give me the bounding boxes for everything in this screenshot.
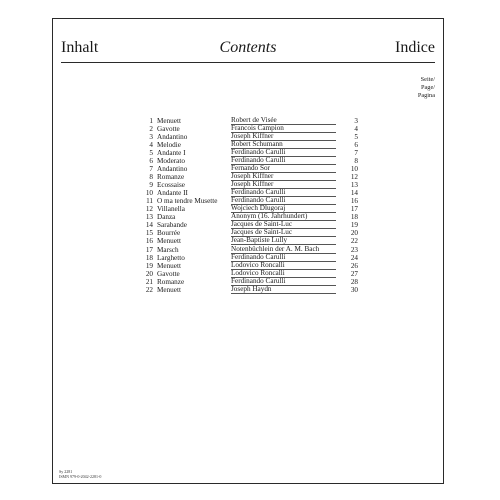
toc-composer: Anonym (16. Jahrhundert) — [231, 213, 336, 221]
toc-number: 8 — [149, 173, 153, 182]
toc-row — [143, 286, 358, 294]
toc-title: Moderato — [157, 157, 185, 166]
toc-composer: Jacques de Saint-Luc — [231, 229, 336, 237]
toc-title: Danza — [157, 213, 176, 222]
toc-number: 14 — [145, 221, 153, 230]
toc-page: 8 — [354, 157, 358, 166]
header-italian: Indice — [395, 39, 435, 56]
toc-composer: Ferdinando Carulli — [231, 278, 336, 286]
toc-title: Menuett — [157, 261, 181, 270]
toc-page: 19 — [350, 221, 358, 230]
toc-composer: Wojciech Dlugoraj — [231, 205, 336, 213]
toc-page: 28 — [350, 277, 358, 286]
toc-number: 21 — [145, 277, 153, 286]
toc-composer: Ferdinando Carulli — [231, 157, 336, 165]
toc-number: 18 — [145, 253, 153, 262]
toc-composer: Fernando Sor — [231, 165, 336, 173]
toc-title: Gavotte — [157, 269, 180, 278]
toc-page: 5 — [354, 133, 358, 142]
toc-title: Villanella — [157, 205, 185, 214]
toc-page: 22 — [350, 237, 358, 246]
toc-composer: Joseph Kiffner — [231, 173, 336, 181]
toc-composer: Francois Campion — [231, 125, 336, 133]
header-german: Inhalt — [61, 39, 99, 56]
toc-number: 1 — [149, 117, 153, 125]
toc-title: Melodie — [157, 141, 181, 150]
ismn-number: ISMN 979-0-2042-2281-0 — [59, 474, 102, 479]
toc-title: Menuett — [157, 285, 181, 294]
toc-number: 6 — [149, 157, 153, 166]
toc-composer: Jacques de Saint-Luc — [231, 221, 336, 229]
toc-page: 20 — [350, 229, 358, 238]
page-label-italian: Pagina — [417, 92, 435, 99]
toc-title: Sarabande — [157, 221, 187, 230]
toc-composer: Ferdinando Carulli — [231, 149, 336, 157]
toc-title: Larghetto — [157, 253, 185, 262]
toc-composer: Robert de Visée — [231, 117, 336, 125]
toc-page: 23 — [350, 245, 358, 254]
toc-composer: Joseph Haydn — [231, 286, 336, 294]
toc-page: 17 — [350, 205, 358, 214]
toc-title: Ecossaise — [157, 181, 185, 190]
toc-title: Menuett — [157, 117, 181, 125]
toc-composer: Lodovico Roncalli — [231, 262, 336, 270]
contents-header — [61, 39, 435, 61]
toc-number: 22 — [145, 285, 153, 294]
toc-number: 11 — [146, 197, 153, 206]
toc-page: 6 — [354, 141, 358, 150]
toc-title: Andantino — [157, 133, 188, 142]
toc-composer: Robert Schumann — [231, 141, 336, 149]
page-label-german: Seite/ — [420, 76, 435, 83]
toc-composer: Ferdinando Carulli — [231, 189, 336, 197]
toc-number: 17 — [145, 245, 153, 254]
document-page — [52, 18, 444, 484]
toc-number: 13 — [145, 213, 153, 222]
toc-page: 14 — [350, 189, 358, 198]
toc-title: Andante I — [157, 149, 186, 158]
toc-number: 9 — [149, 181, 153, 190]
toc-page: 4 — [354, 125, 358, 134]
toc-page: 24 — [350, 253, 358, 262]
toc-page: 13 — [350, 181, 358, 190]
toc-title: Bourrée — [157, 229, 181, 238]
toc-number: 4 — [149, 141, 153, 150]
toc-number: 15 — [145, 229, 153, 238]
toc-title: Marsch — [157, 245, 179, 254]
footer-catalog — [59, 469, 101, 479]
toc-page: 27 — [350, 269, 358, 278]
toc-number: 3 — [149, 133, 153, 142]
page-column-label — [418, 76, 435, 100]
toc-composer: Jean-Baptiste Lully — [231, 237, 336, 245]
toc-page: 7 — [354, 149, 358, 158]
page-label-english: Page/ — [421, 84, 435, 91]
toc-title: Gavotte — [157, 125, 180, 134]
toc-composer: Lodovico Roncalli — [231, 270, 336, 278]
toc-title: Menuett — [157, 237, 181, 246]
header-rule — [61, 62, 435, 63]
toc-number: 7 — [149, 165, 153, 174]
toc-composer: Ferdinando Carulli — [231, 254, 336, 262]
toc-number: 10 — [145, 189, 153, 198]
toc-page: 16 — [350, 197, 358, 206]
toc-composer: Notenbüchlein der A. M. Bach — [231, 246, 336, 254]
toc-composer: Joseph Kiffner — [231, 133, 336, 141]
catalog-number: Sy 2281 — [59, 469, 73, 474]
toc-page: 26 — [350, 261, 358, 270]
toc-page: 10 — [350, 165, 358, 174]
header-english: Contents — [219, 39, 277, 56]
toc-page: 18 — [350, 213, 358, 222]
toc-number: 20 — [145, 269, 153, 278]
toc-number: 12 — [145, 205, 153, 214]
toc-title: Romanze — [157, 173, 185, 182]
toc-title: Andante II — [157, 189, 188, 198]
toc-title: Romanze — [157, 277, 185, 286]
toc-number: 16 — [145, 237, 153, 246]
toc-composer: Ferdinando Carulli — [231, 197, 336, 205]
toc-number: 2 — [149, 125, 153, 134]
toc-number: 5 — [149, 149, 153, 158]
toc-number: 19 — [145, 261, 153, 270]
toc-title: O ma tendre Musette — [157, 197, 218, 206]
table-of-contents — [143, 117, 358, 294]
toc-page: 3 — [354, 117, 358, 125]
toc-page: 30 — [350, 285, 358, 294]
toc-title: Andantino — [157, 165, 188, 174]
toc-composer: Joseph Kiffner — [231, 181, 336, 189]
toc-page: 12 — [350, 173, 358, 182]
